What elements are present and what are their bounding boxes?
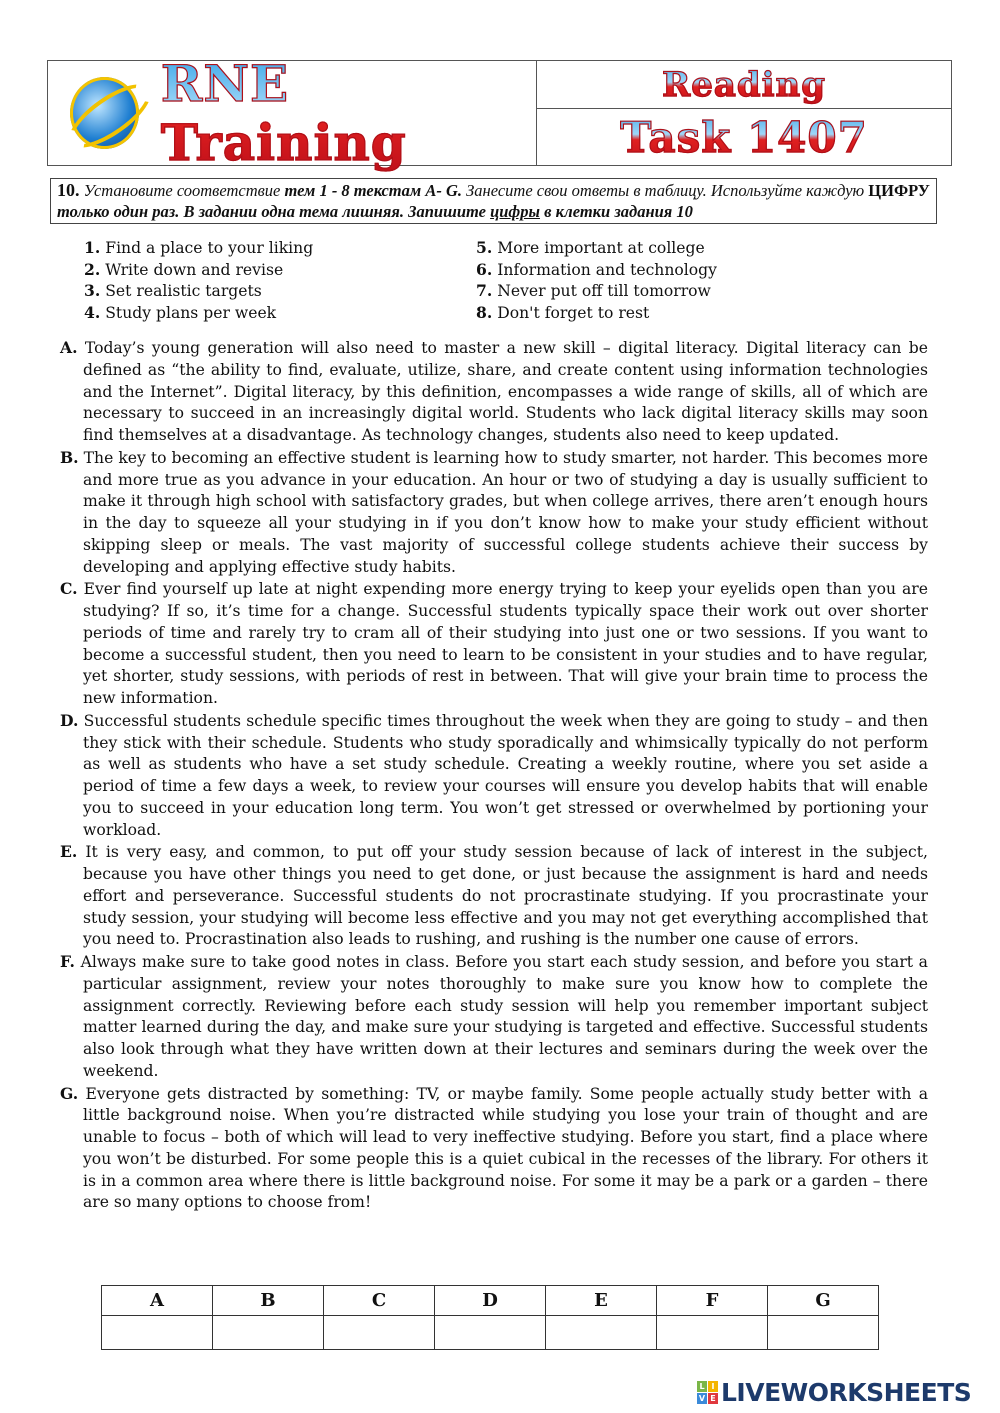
text-label: B. xyxy=(60,447,79,467)
answer-cell xyxy=(657,1316,768,1350)
globe-logo-icon xyxy=(70,77,139,149)
topic-item xyxy=(476,303,876,325)
brand-cell xyxy=(48,54,537,172)
answer-cell xyxy=(768,1316,879,1350)
instruction-text: Занесите свои ответы в таблицу. Используйте каждую xyxy=(462,181,869,200)
text-body: Everyone gets distracted by something: TV, or maybe family. Some people actually study better with a little background noise. When you’re distracted while studying you lose your train of thought and are unable to focus – both of which will lead to very ineffective studying. Before you start, find a place where you won’t be disturbed. For some people this is a quiet cubical in the recesses of the library. For others it is in a common area where there is little background noise. For some it may be a park or a garden – there are so many options to choose from! xyxy=(83,1084,928,1212)
answer-input-row xyxy=(102,1316,879,1350)
logo-tile: E xyxy=(708,1393,718,1404)
text-g xyxy=(60,1083,928,1215)
topic-text: Write down and revise xyxy=(105,260,284,279)
header-box xyxy=(47,54,952,172)
topic-item xyxy=(84,303,476,325)
topic-item xyxy=(476,281,876,303)
instruction-bold: тем 1 - 8 текстам A- G. xyxy=(284,181,462,200)
text-body: Today’s young generation will also need to master a new skill – digital literacy. Digital literacy can be defined as “the ability to find, evaluate, utilize, share, and create content using information technologies and the Internet”. Digital literacy, by this definition, encompasses a wide range of skills, all of which are necessary to succeed in an increasingly digital world. Students who lack digital literacy skills may soon find themselves at a disadvantage. As technology changes, students also need to keep updated. xyxy=(83,339,928,444)
answer-header: D xyxy=(435,1286,546,1316)
text-label: D. xyxy=(60,710,79,730)
topic-text: Find a place to your liking xyxy=(105,239,314,257)
section-title: Reading xyxy=(537,61,951,109)
answer-input-b[interactable] xyxy=(213,1316,323,1349)
text-label: A. xyxy=(60,338,78,357)
answer-header-row xyxy=(102,1286,879,1316)
answer-cell xyxy=(324,1316,435,1350)
answer-cell xyxy=(546,1316,657,1350)
topic-number: 6. xyxy=(476,259,493,279)
text-body: The key to becoming an effective student is learning how to study smarter, not harder. This becomes more and more true as you advance in your education. An hour or two of studying a day is usually sufficient to make it through high school with satisfactory grades, but when college arrives, there aren’t enough hours in the day to squeeze all your studying in if you don’t know how to make your study efficient without skipping sleep or meals. The vast majority of successful college students achieve their success by developing and applying effective study habits. xyxy=(83,448,928,576)
instruction-bold: цифры xyxy=(490,202,540,221)
text-d xyxy=(60,710,928,842)
topic-text: Set realistic targets xyxy=(105,282,262,301)
topic-number: 3. xyxy=(84,281,101,301)
topic-number: 7. xyxy=(476,281,493,301)
answer-cell xyxy=(213,1316,324,1350)
topics-list xyxy=(84,238,884,325)
answer-input-g[interactable] xyxy=(768,1316,878,1349)
answer-header: F xyxy=(657,1286,768,1316)
topic-item xyxy=(476,260,876,282)
topic-item xyxy=(84,281,476,303)
text-body: Always make sure to take good notes in class. Before you start each study session, and before you start a particular assignment, review your notes thoroughly to make sure you know how to complete the assignment correctly. Reviewing before each study session will help you remember important subject matter learned during the day, and make sure your studying is targeted and effective. Successful students also look through what they have written down at their lectures and seminars during the week over the weekend. xyxy=(80,953,928,1080)
text-label: F. xyxy=(60,952,75,971)
topic-item xyxy=(84,238,476,260)
topic-text: Study plans per week xyxy=(105,304,277,323)
text-e xyxy=(60,841,928,951)
topic-number: 1. xyxy=(84,238,101,257)
answer-header: G xyxy=(768,1286,879,1316)
reading-texts xyxy=(60,337,928,1214)
answer-cell xyxy=(102,1316,213,1350)
topic-item xyxy=(84,260,476,282)
topic-text: Never put off till tomorrow xyxy=(497,282,711,301)
logo-tile: L xyxy=(697,1381,707,1392)
logo-tile: V xyxy=(698,1394,706,1403)
answer-table xyxy=(101,1285,879,1350)
task-title: Task 1407 xyxy=(537,109,951,165)
task-number: 10. xyxy=(57,180,80,200)
text-label: C. xyxy=(60,579,78,599)
text-c xyxy=(60,578,928,710)
topic-number: 8. xyxy=(476,303,493,323)
answer-header: E xyxy=(546,1286,657,1316)
logo-tile: I xyxy=(708,1381,718,1392)
instruction-bold: ЦИФРУ xyxy=(868,181,930,200)
answer-input-e[interactable] xyxy=(546,1316,656,1349)
instruction-text: Установите соответствие xyxy=(79,181,285,200)
topic-text: Don't forget to rest xyxy=(497,304,650,323)
logo-text: LIVEWORKSHEETS xyxy=(721,1378,972,1407)
answer-input-a[interactable] xyxy=(102,1316,212,1349)
answer-header: B xyxy=(213,1286,324,1316)
answer-input-d[interactable] xyxy=(435,1316,545,1349)
text-body: It is very easy, and common, to put off your study session because of lack of interest in the subject, because you have other things you need to get done, or just because the assignment is hard and needs effort and perseverance. Successful students do not procrastinate studying. If you procrastinate your study session, your studying will become less effective and you may not get everything accomplished that you need to. Procrastination also leads to rushing, and rushing is the number one cause of errors. xyxy=(83,843,928,949)
text-body: Successful students schedule specific times throughout the week when they are going to study – and then they stick with their schedule. Students who study sporadically and whimsically typically do not perform as well as students who have a set study schedule. Creating a weekly routine, where you set aside a period of time a few days a week, to review your courses will ensure you develop habits that will enable you to succeed in your education long term. You won’t get stressed or overwhelmed by portioning your workload. xyxy=(83,711,928,839)
text-a xyxy=(60,337,928,447)
topic-number: 2. xyxy=(84,259,101,279)
task-cell xyxy=(537,61,951,165)
text-b xyxy=(60,447,928,579)
instruction-bold: только один раз. В задании одна тема лишняя. Запишите xyxy=(57,202,491,221)
text-label: E. xyxy=(60,842,78,862)
topic-text: More important at college xyxy=(497,239,705,257)
text-label: G. xyxy=(60,1083,79,1103)
answer-input-f[interactable] xyxy=(657,1316,767,1349)
topic-text: Information and technology xyxy=(497,260,717,279)
liveworksheets-logo[interactable] xyxy=(697,1378,971,1407)
answer-header: A xyxy=(102,1286,213,1316)
live-tiles-icon xyxy=(697,1381,718,1404)
instruction-box xyxy=(50,178,937,224)
topic-number: 4. xyxy=(84,303,101,323)
brand-title: RNE Training xyxy=(161,54,536,172)
text-f xyxy=(60,951,928,1083)
text-body: Ever find yourself up late at night expending more energy trying to keep your eyelids open than you are studying? If so, it’s time for a change. Successful students typically space their work out over shorter periods of time and rarely try to cram all of their studying into just one or two sessions. If you want to become a successful student, then you need to learn to be consistent in your studies and to have regular, yet shorter, study sessions, with periods of rest in between. That will give your brain time to process the new information. xyxy=(83,580,928,707)
instruction-bold: в клетки задания 10 xyxy=(539,202,693,221)
answer-header: C xyxy=(324,1286,435,1316)
answer-cell xyxy=(435,1316,546,1350)
topic-item xyxy=(476,238,876,260)
topic-number: 5. xyxy=(476,238,493,257)
answer-input-c[interactable] xyxy=(324,1316,434,1349)
